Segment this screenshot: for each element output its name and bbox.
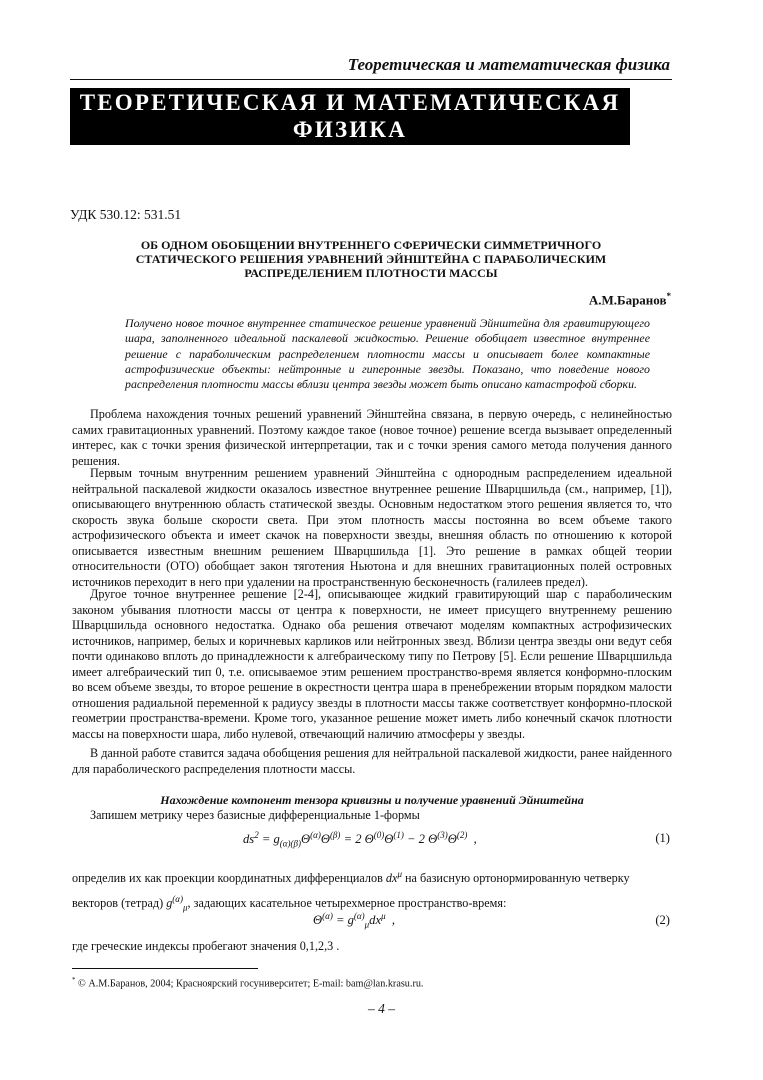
- section-banner: [70, 88, 630, 145]
- body-paragraph-2: Первым точным внутренним решением уравнений Эйнштейна с однородным распределением идеальной нейтральной паскалевой жидкости оказалось известное внутреннее решение Шварцшильда (см., например, [1]), описывающего внутреннюю область статической звезды. Основным недостатком этого решения является то, что скорость звука больше скорости света. При этом плотность массы постоянна во всем объеме такого астрофизического объекта и имеет скачок на поверхности звезды, внешняя область по отношению к которой описывается известным внешним решением Шварцшильда [1]. Это решение в рамках общей теории относительности (ОТО) обобщает закон тяготения Ньютона и для внешних гравитационных полей островных источников переходит в него при удалении на пространственную бесконечность (галилеев предел).: [72, 466, 672, 589]
- tetrad-symbol: $g^{(\alpha)}_\mu$: [166, 894, 188, 913]
- definition-text-part-2: на базисную ортонормированную четверку векторов (тетрад): [72, 871, 630, 911]
- footnote-rule: [72, 968, 258, 969]
- banner-line-1: ТЕОРЕТИЧЕСКАЯ И МАТЕМАТИЧЕСКАЯ: [79, 90, 621, 115]
- definition-text-part-3: , задающих касательное четырехмерное пространство-время:: [187, 896, 507, 911]
- equation-1: $ds^2 = g_{(\alpha)(\beta)}\Theta^{(\alpha)}\Theta^{(\beta)} = 2$ $\Theta^{(0)}\Theta^{(1)} - 2$ $\Theta^{(3)}\Theta^{(2)}$ ,: [243, 830, 477, 849]
- running-head: Теоретическая и математическая физика: [347, 55, 670, 74]
- coordinate-differential-symbol: $dx^\mu$: [385, 869, 402, 886]
- page-number: – 4 –: [368, 1001, 395, 1016]
- header-rule: [70, 79, 672, 80]
- definition-text-part-1: определив их как проекции координатных дифференциалов: [72, 871, 383, 886]
- index-range-text: [72, 939, 339, 954]
- index-range-values: 0,1,2,3 .: [299, 939, 340, 953]
- metric-intro-text: Запишем метрику через базисные дифференциальные 1-формы: [90, 808, 420, 822]
- equation-2: $\Theta^{(\alpha)} = g^{(\alpha)}_\mu dx^\mu$ ,: [313, 911, 396, 930]
- body-paragraph-1: Проблема нахождения точных решений уравнений Эйнштейна связана, в первую очередь, с нелинейностью самих гравитационных уравнений. Поэтому каждое такое (новое точное) решение всегда вызывает определенный интерес, как с точки зрения физической интерпретации, так и с точки зрения самого метода получения данного решения.: [72, 407, 672, 468]
- title-line-3: РАСПРЕДЕЛЕНИЕМ ПЛОТНОСТИ МАССЫ: [244, 266, 498, 280]
- footnote-mark: *: [72, 976, 76, 984]
- udk-code: УДК 530.12: 531.51: [70, 207, 182, 222]
- equation-2-number: (2): [655, 913, 670, 927]
- section-heading: Нахождение компонент тензора кривизны и получение уравнений Эйнштейна: [160, 793, 584, 807]
- title-line-2: СТАТИЧЕСКОГО РЕШЕНИЯ УРАВНЕНИЙ ЭЙНШТЕЙНА С ПАРАБОЛИЧЕСКИМ: [135, 252, 607, 266]
- author-footnote-mark: *: [666, 291, 671, 301]
- footnote-text: © А.М.Баранов, 2004; Красноярский госуниверситет; E-mail: bam@lan.krasu.ru.: [78, 978, 424, 990]
- paper-title: [70, 238, 672, 280]
- equation-1-number: (1): [655, 831, 670, 845]
- author: [589, 291, 671, 308]
- title-line-1: ОБ ОДНОМ ОБОБЩЕНИИ ВНУТРЕННЕГО СФЕРИЧЕСКИ СИММЕТРИЧНОГО: [140, 238, 602, 252]
- footnote: [72, 976, 423, 989]
- index-range-label: где греческие индексы пробегают значения: [72, 939, 297, 953]
- banner-line-2: ФИЗИКА: [292, 117, 408, 142]
- abstract: Получено новое точное внутреннее статическое решение уравнений Эйнштейна для гравитирующего шара, заполненного идеальной паскалевой жидкостью. Решение обобщает известное внутреннее решение с параболическим распределением плотности массы и описывает более компактные астрофизические объекты: нейтронные и гиперонные звезды. Показано, что поведение нового распределения плотности массы вблизи центра звезды может быть описано катастрофой сборки.: [125, 316, 650, 392]
- body-paragraph-3: Другое точное внутреннее решение [2-4], описывающее жидкий гравитирующий шар с параболическим законом убывания плотности массы от центра к поверхности, не имеет присущего внутреннему решению Шварцшильда основного недостатка. Однако оба решения отвечают моделям компактных астрофизических источников, например, белых и коричневых карликов или нейтронных звезд. Вблизи центра звезды они ведут себя почти одинаково вплоть до принадлежности к алгебраическому типу по Петрову [5]. Если решение Шварцшильда имеет алгебраический тип 0, т.е. описываемое этим решением пространство-время является конформно-плоским во всем объеме звезды, то второе решение в окрестности центра шара в пренебрежении вторым порядком малости отношения радиальной переменной к радиусу звезды в плотности массы также соответствует конформно-плоской геометрии пространства-времени. Кроме того, указанное решение может иметь либо конечный скачок плотности массы на поверхности шара, либо нулевой, отвечающий наличию атмосферы у звезды.: [72, 587, 672, 741]
- author-name: А.М.Баранов: [588, 292, 667, 308]
- body-paragraph-4: В данной работе ставится задача обобщения решения для нейтральной паскалевой жидкости, ранее найденного для параболического распределения плотности массы.: [72, 746, 672, 776]
